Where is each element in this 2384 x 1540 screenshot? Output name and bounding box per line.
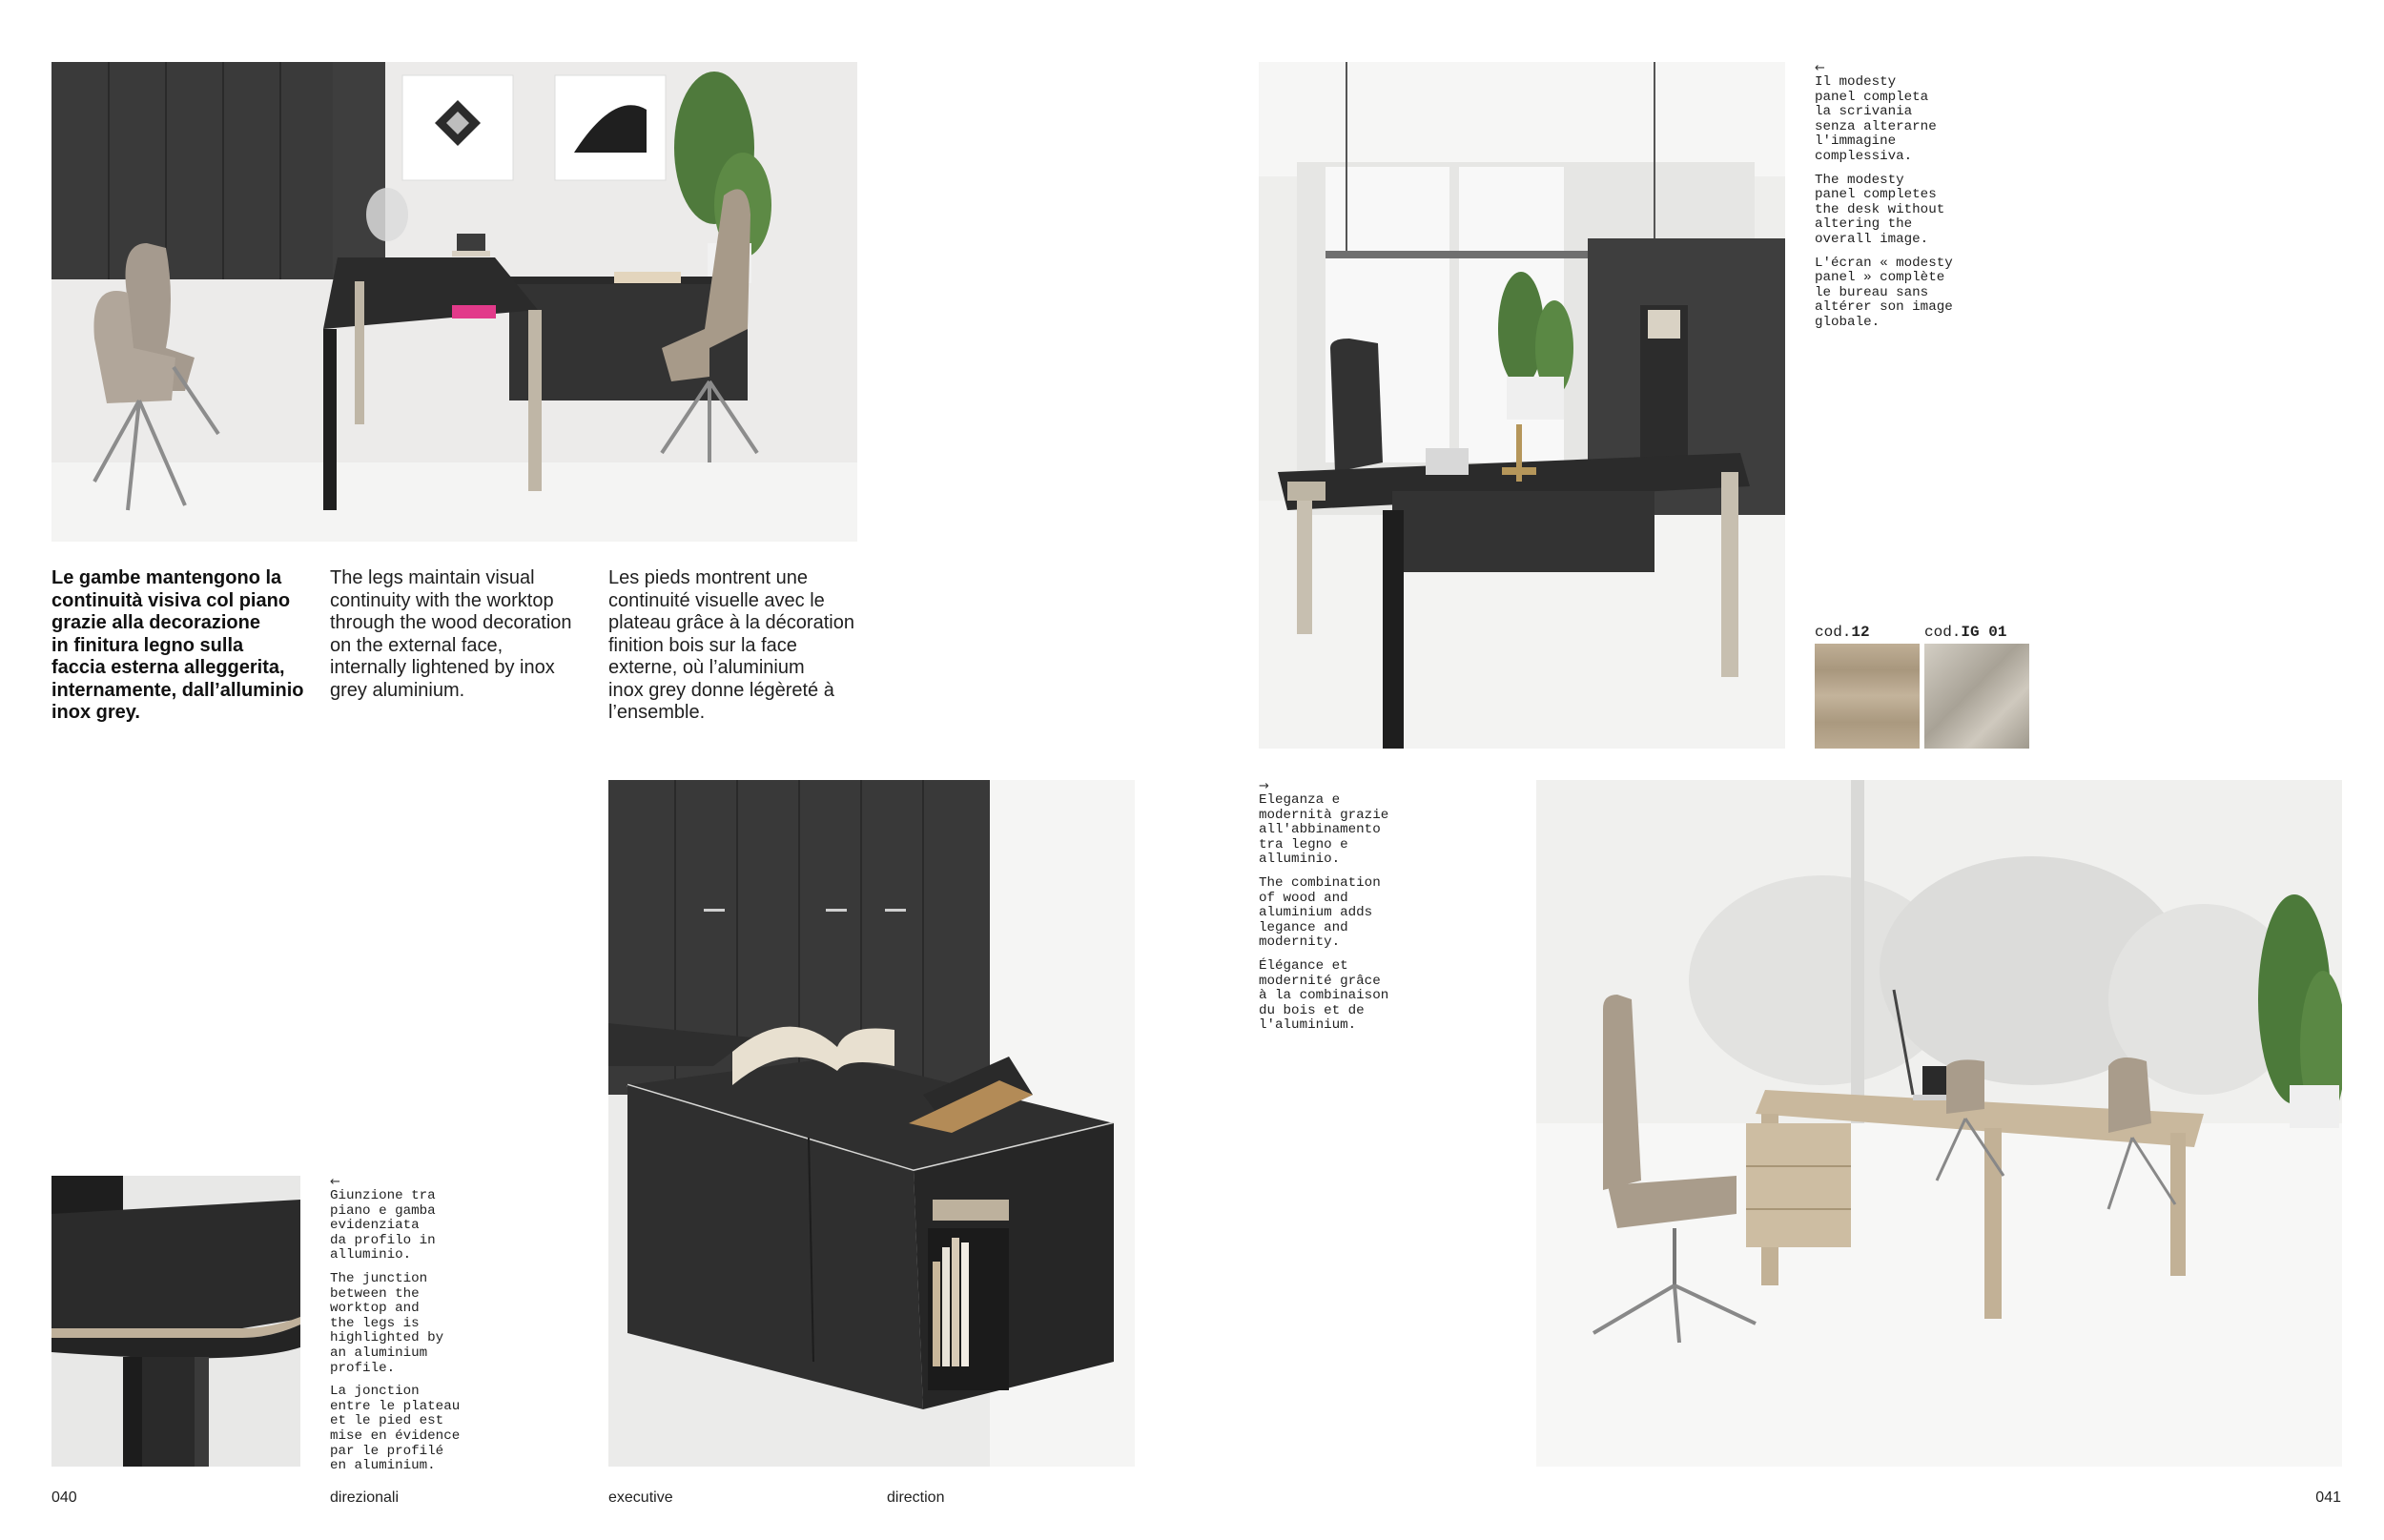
legs-caption-french (608, 567, 875, 725)
modesty-note-it: Il modesty panel completa la scrivania senza alterarne l'immagine complessiva. (1815, 74, 1937, 164)
section-label-italian: direzionali (330, 1489, 400, 1506)
junction-detail-photo (51, 1176, 300, 1467)
section-label-english: executive (608, 1489, 673, 1506)
junction-note-fr: La jonction entre le plateau et le pied est mise en évidence par le profilé en aluminium. (330, 1384, 461, 1474)
caption-text-it: Le gambe mantengono la continuità visiva col piano grazie alla decorazione in finitura legno sulla faccia esterna alleggerita, internamente, dall’alluminio inox grey. (51, 567, 304, 723)
junction-note-en: The junction between the worktop and the legs is highlighted by an aluminium profile. (330, 1270, 444, 1376)
arrow-left-icon: ← (330, 1175, 340, 1189)
elegance-note-en: The combination of wood and aluminium adds legance and modernity. (1259, 874, 1381, 951)
modesty-panel-desk-photo (1259, 62, 1785, 749)
office-overview-photo (51, 62, 857, 542)
modesty-note-fr: L'écran « modesty panel » complète le bureau sans altérer son image globale. (1815, 255, 1953, 330)
aluminium-finish-swatch (1924, 644, 2029, 749)
wood-desk-meeting-photo (1536, 780, 2342, 1467)
junction-note-it: Giunzione tra piano e gamba evidenziata da profilo in alluminio. (330, 1188, 436, 1263)
junction-note (330, 1176, 483, 1483)
swatch-prefix: cod. (1815, 624, 1852, 641)
elegance-note-it: Eleganza e modernità grazie all'abbinamento tra legno e alluminio. (1259, 792, 1389, 868)
sideboard-photo (608, 780, 1135, 1467)
swatch-code: 12 (1851, 624, 1870, 641)
elegance-note (1259, 780, 1411, 1042)
swatch-prefix: cod. (1924, 624, 1962, 641)
swatch-code: IG 01 (1961, 624, 2007, 641)
page-number-right: 041 (2315, 1489, 2341, 1506)
arrow-left-icon: ← (1815, 61, 1825, 75)
elegance-note-fr: Élégance et modernité grâce à la combinaison du bois et de l'aluminium. (1259, 957, 1389, 1034)
caption-text-fr: Les pieds montrent une continuité visuelle avec le plateau grâce à la décoration finition bois sur la face externe, où l’aluminium inox grey donne légèreté à l’ensemble. (608, 567, 854, 723)
legs-caption-italian (51, 567, 319, 725)
swatch-label-1 (1815, 624, 1870, 641)
arrow-right-icon: → (1259, 779, 1269, 793)
modesty-panel-note (1815, 62, 1967, 339)
modesty-note-en: The modesty panel completes the desk without altering the overall image. (1815, 172, 1945, 247)
legs-caption-english (330, 567, 597, 702)
wood-finish-swatch (1815, 644, 1920, 749)
caption-text-en: The legs maintain visual continuity with the worktop through the wood decoration on the external face, internally lightened by inox grey aluminium. (330, 567, 572, 701)
section-label-french: direction (887, 1489, 945, 1506)
swatch-label-2 (1924, 624, 2006, 641)
page-number-left: 040 (51, 1489, 77, 1506)
